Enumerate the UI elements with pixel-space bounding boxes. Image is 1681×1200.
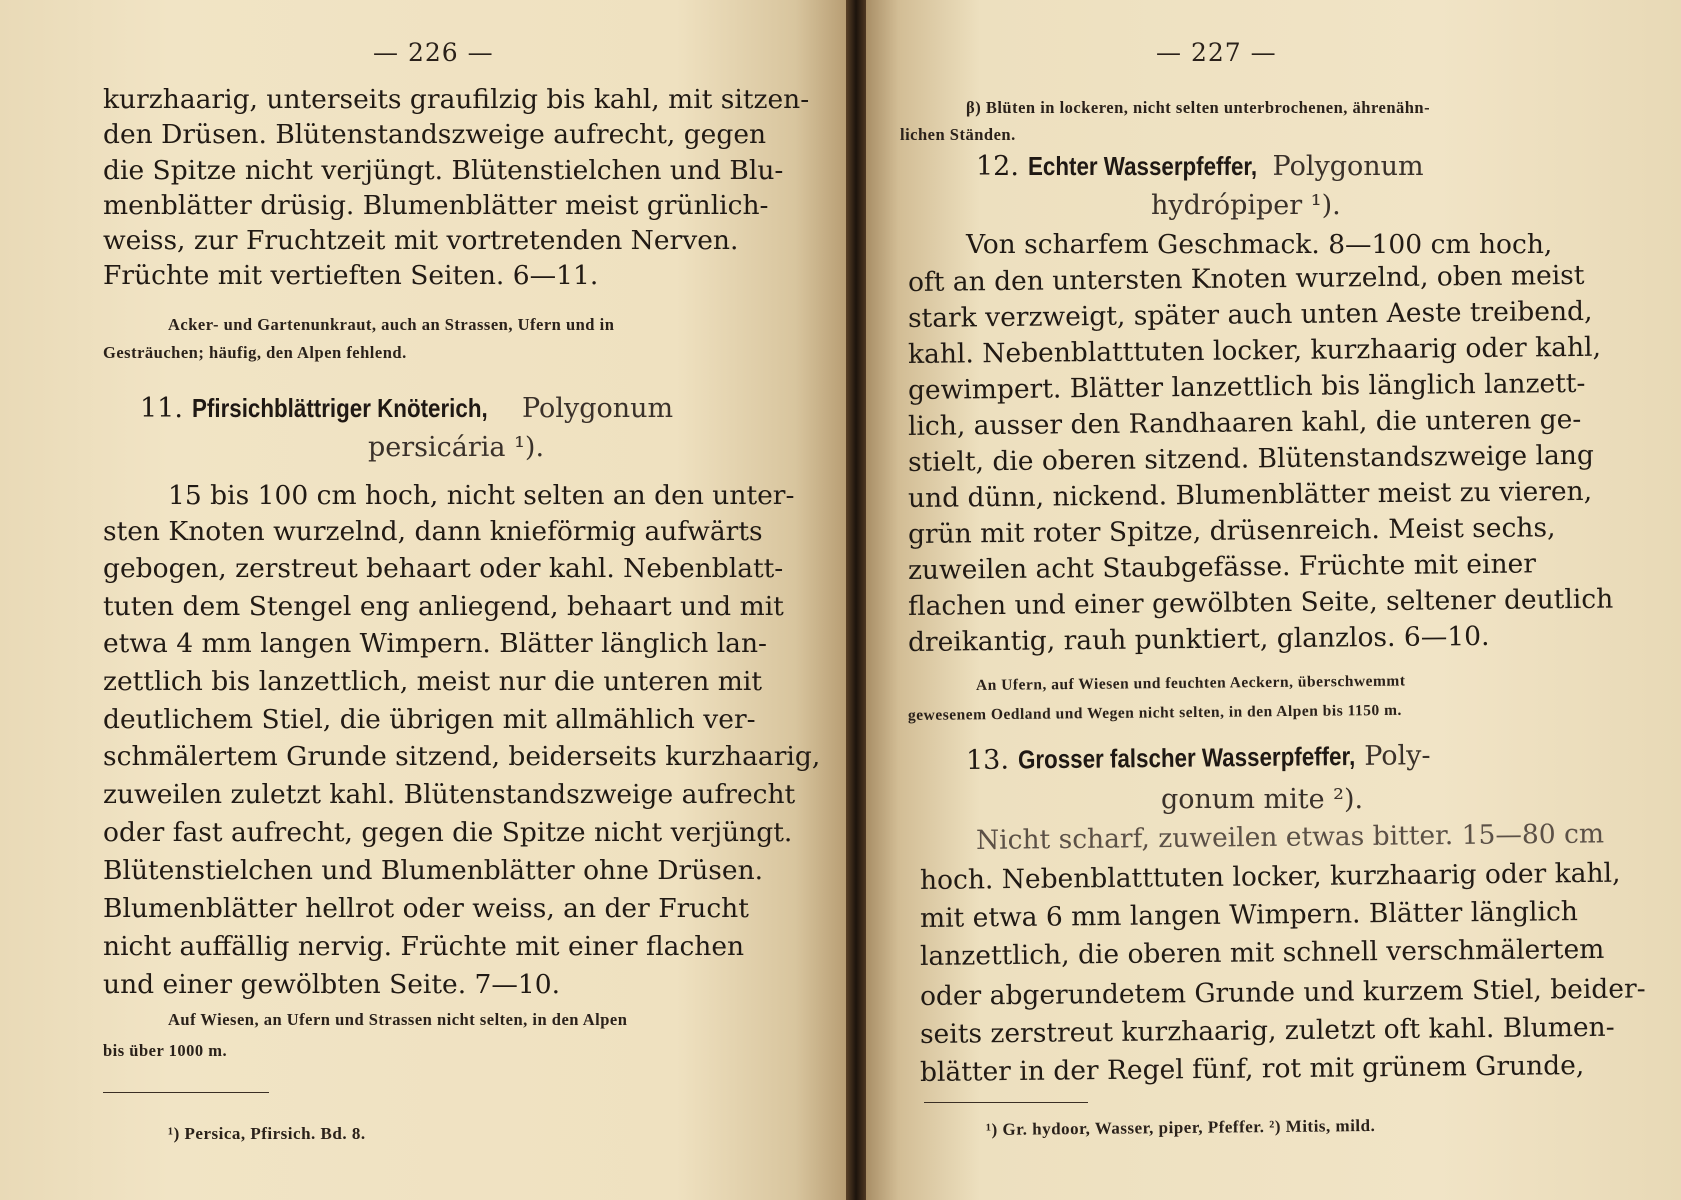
text-line: hoch. Nebenblatttuten locker, kurzhaarig oder kahl, <box>919 857 1621 896</box>
text-line: flachen und einer gewölbten Seite, seltener deutlich <box>907 583 1614 622</box>
text-line: zettlich bis lanzettlich, meist nur die unteren mit <box>103 666 762 697</box>
species-heading-11 <box>140 392 673 425</box>
text-line: kurzhaarig, unterseits graufilzig bis kahl, mit sitzen- <box>103 84 810 115</box>
text-line: blätter in der Regel fünf, rot mit grünem Grunde, <box>919 1050 1585 1088</box>
text-line: schmälertem Grunde sitzend, beiderseits kurzhaarig, <box>103 741 821 772</box>
species-heading-13 <box>966 739 1431 777</box>
footnote-rule <box>924 1102 1088 1103</box>
text-line: mit etwa 6 mm langen Wimpern. Blätter länglich <box>919 896 1579 934</box>
text-line: menblätter drüsig. Blumenblätter meist grünlich- <box>103 190 769 221</box>
text-line: oder fast aufrecht, gegen die Spitze nicht verjüngt. <box>103 817 793 848</box>
text-line: nicht auffällig nervig. Früchte mit einer flachen <box>103 931 745 962</box>
species-number: 12. <box>976 151 1019 182</box>
text-line: tuten dem Stengel eng anliegend, behaart und mit <box>103 591 784 622</box>
page-number-226: — 226 — <box>373 38 494 67</box>
species-latin-name: gonum mite ²). <box>1161 784 1364 815</box>
species-number: 11. <box>140 393 183 424</box>
text-line: zuweilen acht Staubgefässe. Früchte mit einer <box>907 548 1537 586</box>
species-number: 13. <box>965 744 1010 776</box>
text-line: gebogen, zerstreut behaart oder kahl. Nebenblatt- <box>103 553 784 584</box>
habitat-note: Acker- und Gartenunkraut, auch an Strassen, Ufern und in <box>168 315 615 334</box>
species-common-name: Grosser falscher Wasserpfeffer, <box>1017 740 1355 775</box>
text-line: weiss, zur Fruchtzeit mit vortretenden Nerven. <box>103 225 739 256</box>
text-line: stark verzweigt, später auch unten Aeste treibend, <box>907 295 1593 334</box>
text-line: seits zerstreut kurzhaarig, zuletzt oft kahl. Blumen- <box>919 1011 1615 1050</box>
species-heading-12 <box>976 150 1424 183</box>
text-line: zuweilen zuletzt kahl. Blütenstandszweige aufrecht <box>103 779 796 810</box>
text-line: oft an den untersten Knoten wurzelnd, oben meist <box>907 259 1585 298</box>
habitat-note: bis über 1000 m. <box>103 1041 228 1060</box>
species-latin-name: Polygonum <box>1272 151 1424 182</box>
footnote: ¹) Gr. hydoor, Wasser, piper, Pfeffer. ²) Mitis, mild. <box>985 1115 1376 1139</box>
footnote: ¹) Persica, Pfirsich. Bd. 8. <box>168 1124 366 1143</box>
page-number-227: — 227 — <box>1156 38 1277 67</box>
text-line: Blumenblätter hellrot oder weiss, an der Frucht <box>103 893 749 924</box>
habitat-note: An Ufern, auf Wiesen und feuchten Aeckern, überschwemmt <box>975 672 1406 694</box>
text-line: etwa 4 mm langen Wimpern. Blätter länglich lan- <box>103 628 767 659</box>
right-page <box>866 0 1681 1200</box>
section-intro: β) Blüten in lockeren, nicht selten unterbrochenen, ährenähn- <box>966 98 1431 117</box>
species-latin-continued <box>1151 190 1341 222</box>
book-gutter <box>846 0 866 1200</box>
text-line: den Drüsen. Blütenstandszweige aufrecht, gegen <box>103 119 767 150</box>
text-line: gewimpert. Blätter lanzettlich bis länglich lanzett- <box>907 367 1586 406</box>
text-line: stielt, die oberen sitzend. Blütenstandszweige lang <box>907 439 1595 478</box>
species-latin-name: Poly- <box>1364 740 1431 772</box>
species-latin-continued <box>1161 784 1363 816</box>
species-common-name: Echter Wasserpfeffer, <box>1027 151 1257 181</box>
text-line: Von scharfem Geschmack. 8—100 cm hoch, <box>966 229 1553 260</box>
section-intro: lichen Ständen. <box>900 125 1016 144</box>
text-line: Früchte mit vertieften Seiten. 6—11. <box>103 260 599 291</box>
habitat-note: gewesenem Oedland und Wegen nicht selten, in den Alpen bis 1150 m. <box>907 701 1402 724</box>
species-common-name: Pfirsichblättriger Knöterich, <box>191 393 488 423</box>
text-line: deutlichem Stiel, die übrigen mit allmählich ver- <box>103 704 756 735</box>
text-line: lich, ausser den Randhaaren kahl, die unteren ge- <box>907 403 1582 442</box>
species-latin-continued <box>368 432 544 464</box>
text-line: und einer gewölbten Seite. 7—10. <box>103 969 561 1000</box>
text-line: 15 bis 100 cm hoch, nicht selten an den unter- <box>168 480 795 511</box>
text-line: Blütenstielchen und Blumenblätter ohne Drüsen. <box>103 855 764 886</box>
habitat-note: Auf Wiesen, an Ufern und Strassen nicht selten, in den Alpen <box>168 1010 628 1029</box>
text-line: und dünn, nickend. Blumenblätter meist zu vieren, <box>907 475 1593 514</box>
text-line: kahl. Nebenblatttuten locker, kurzhaarig oder kahl, <box>907 331 1602 370</box>
species-latin-name: hydrópiper ¹). <box>1151 190 1341 221</box>
species-latin-name: Polygonum <box>521 393 674 424</box>
species-latin-name: persicária ¹). <box>368 432 545 463</box>
text-line: die Spitze nicht verjüngt. Blütenstielchen und Blu- <box>103 155 784 186</box>
footnote-rule <box>103 1092 269 1093</box>
text-line: dreikantig, rauh punktiert, glanzlos. 6—10. <box>907 620 1490 658</box>
habitat-note: Gesträuchen; häufig, den Alpen fehlend. <box>103 343 407 362</box>
text-line: Nicht scharf, zuweilen etwas bitter. 15—80 cm <box>975 818 1605 856</box>
text-line: grün mit roter Spitze, drüsenreich. Meist sechs, <box>907 512 1556 550</box>
text-line: oder abgerundetem Grunde und kurzem Stiel, beider- <box>919 973 1646 1012</box>
text-line: lanzettlich, die oberen mit schnell verschmälertem <box>919 933 1605 972</box>
text-line: sten Knoten wurzelnd, dann knieförmig aufwärts <box>103 516 763 547</box>
